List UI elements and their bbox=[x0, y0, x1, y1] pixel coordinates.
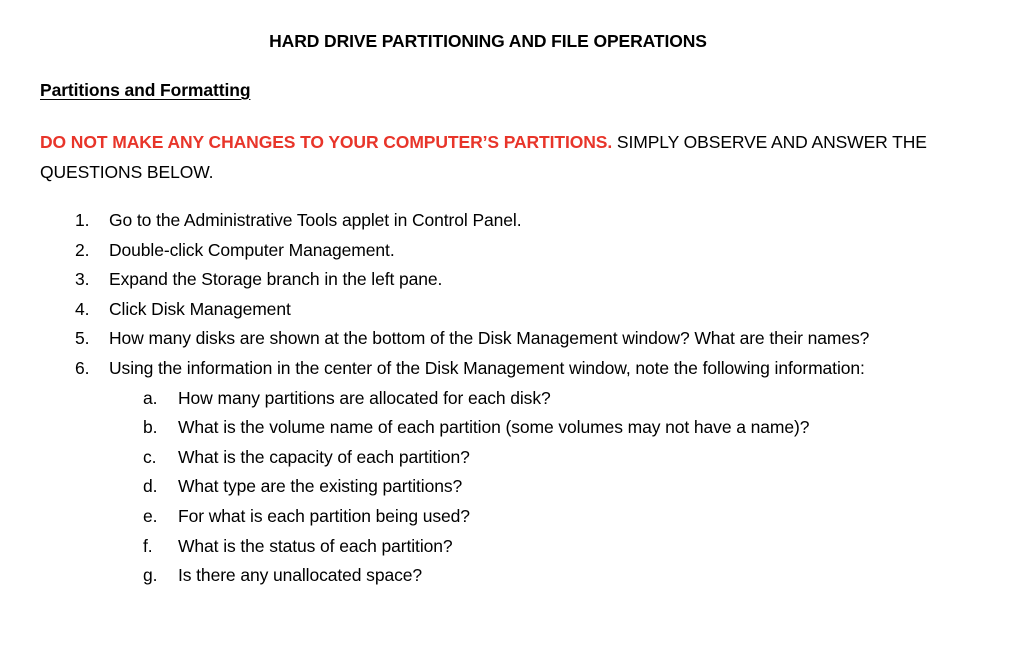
section-heading: Partitions and Formatting bbox=[40, 80, 251, 100]
list-item-number: 6. bbox=[75, 357, 90, 378]
list-item bbox=[0, 324, 1024, 354]
list-item-text: Expand the Storage branch in the left pane. bbox=[109, 269, 443, 290]
sub-list-item-letter: b. bbox=[143, 417, 158, 438]
sub-list-item bbox=[0, 561, 1024, 591]
warning-instruction-text: SIMPLY OBSERVE AND ANSWER THE QUESTIONS BELOW. bbox=[40, 132, 927, 182]
sub-list-item-letter: c. bbox=[143, 446, 157, 467]
sub-list-item bbox=[0, 502, 1024, 532]
sub-list-item bbox=[0, 443, 1024, 473]
sub-list-item-text: What is the volume name of each partition (some volumes may not have a name)? bbox=[178, 417, 810, 438]
sub-list-item-text: What is the status of each partition? bbox=[178, 535, 453, 556]
sub-list-item bbox=[0, 532, 1024, 562]
list-item-number: 2. bbox=[75, 239, 90, 260]
sub-list-item bbox=[0, 384, 1024, 414]
sub-list-item-text: What type are the existing partitions? bbox=[178, 476, 463, 497]
warning-red-text: DO NOT MAKE ANY CHANGES TO YOUR COMPUTER’S PARTITIONS. bbox=[40, 132, 613, 152]
document-title: HARD DRIVE PARTITIONING AND FILE OPERATIONS bbox=[269, 31, 707, 51]
sub-list-item-letter: e. bbox=[143, 505, 158, 526]
sub-list-item-text: For what is each partition being used? bbox=[178, 505, 470, 526]
sub-list-item bbox=[0, 472, 1024, 502]
sub-list-item bbox=[0, 413, 1024, 443]
list-item-text: Using the information in the center of the Disk Management window, note the following information: bbox=[109, 357, 865, 378]
list-item-text: Go to the Administrative Tools applet in Control Panel. bbox=[109, 210, 522, 230]
sub-list-item-text: Is there any unallocated space? bbox=[178, 565, 423, 586]
sub-list-item-letter: f. bbox=[143, 535, 153, 556]
list-item bbox=[0, 265, 1024, 295]
sub-list-item-text: What is the capacity of each partition? bbox=[178, 446, 470, 467]
sub-list-item-text: How many partitions are allocated for each disk? bbox=[178, 387, 551, 408]
sub-list-item-letter: a. bbox=[143, 387, 158, 408]
instruction-list bbox=[0, 206, 1024, 591]
list-item bbox=[0, 354, 1024, 384]
warning-paragraph bbox=[40, 128, 940, 187]
list-item-number: 1. bbox=[75, 210, 90, 230]
list-item-text: Click Disk Management bbox=[109, 298, 291, 319]
list-item-number: 4. bbox=[75, 298, 90, 319]
sub-list-item-letter: d. bbox=[143, 476, 158, 497]
list-item-text: Double-click Computer Management. bbox=[109, 239, 395, 260]
list-item-text: How many disks are shown at the bottom of the Disk Management window? What are their names? bbox=[109, 328, 870, 349]
list-item bbox=[0, 295, 1024, 325]
list-item bbox=[0, 236, 1024, 266]
sub-list-item-letter: g. bbox=[143, 565, 158, 586]
list-item-number: 3. bbox=[75, 269, 90, 290]
list-item-number: 5. bbox=[75, 328, 90, 349]
list-item bbox=[0, 206, 1024, 236]
